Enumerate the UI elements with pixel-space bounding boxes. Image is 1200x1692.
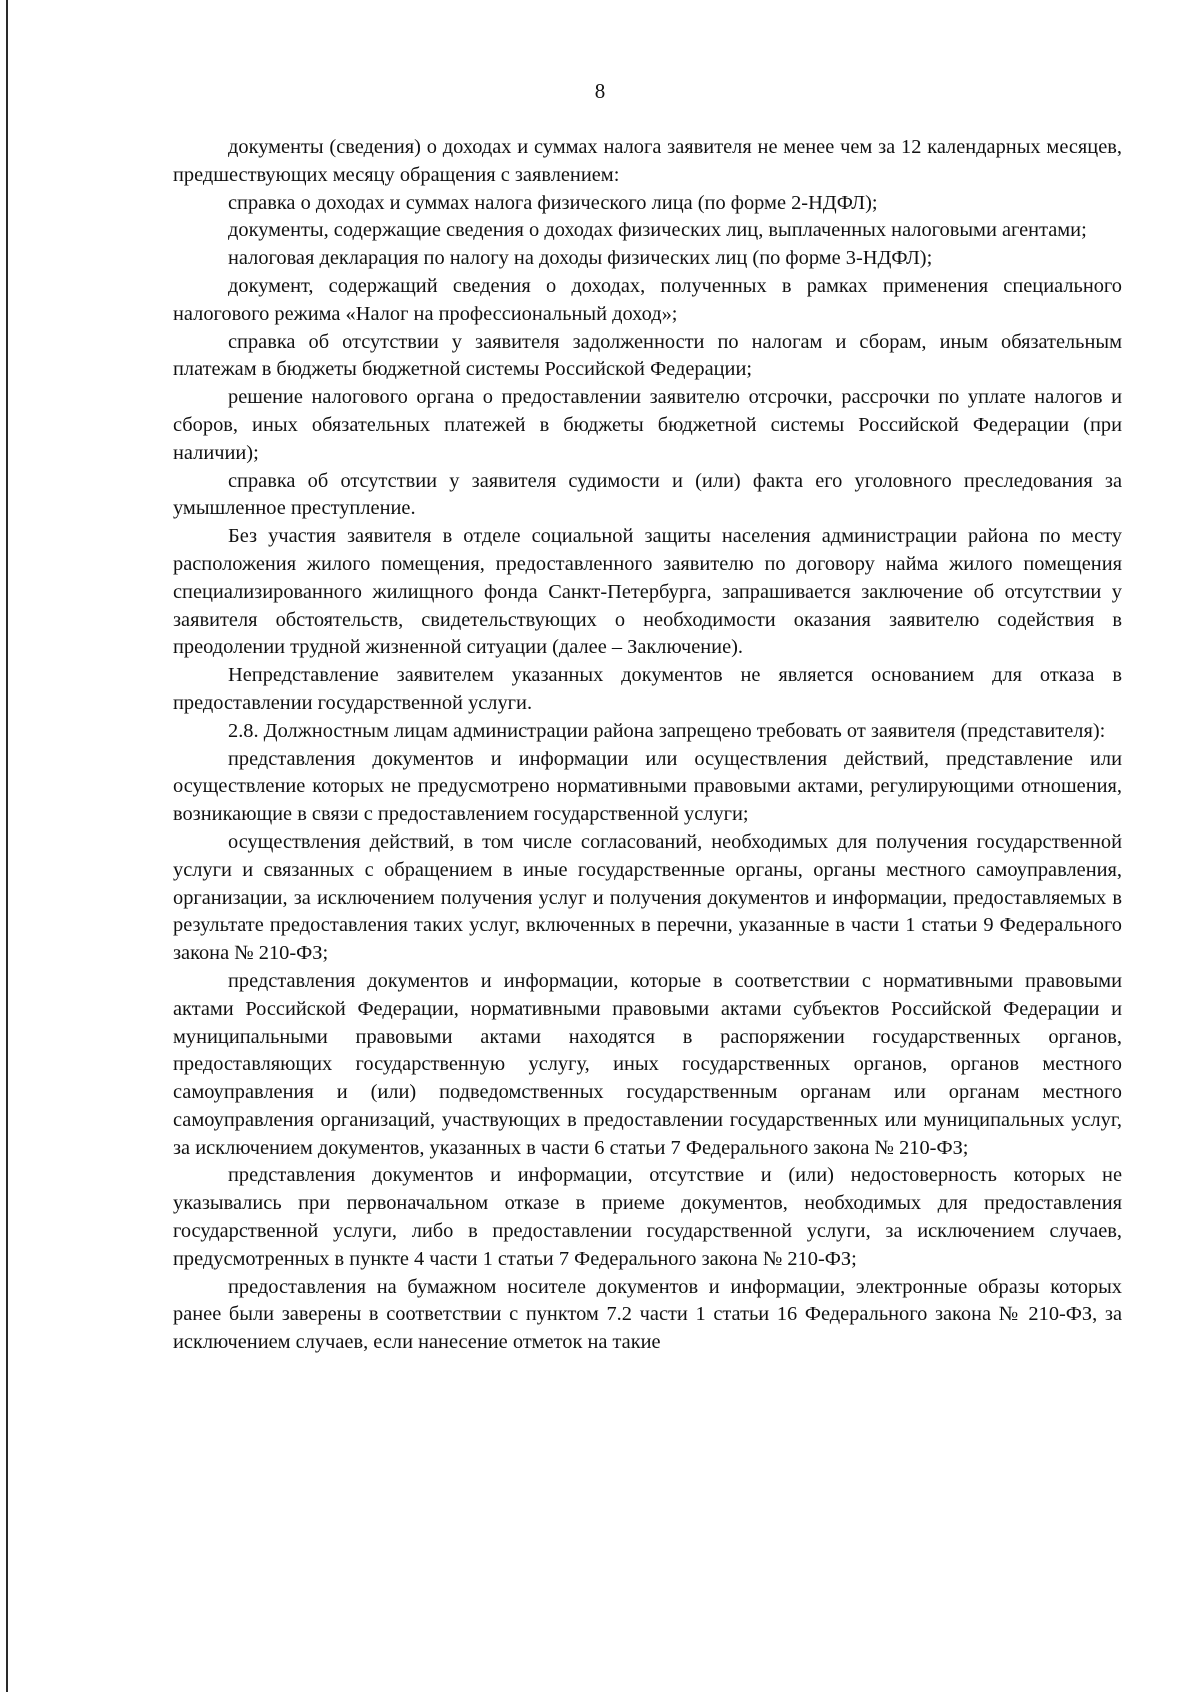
paragraph: документы, содержащие сведения о доходах физических лиц, выплаченных налоговыми агентами;	[228, 219, 1087, 242]
paragraph: документ, содержащий сведения о доходах, полученных в рамках применения специального налогового режима «Налог на профессиональный доход»;	[173, 274, 1122, 325]
paragraph: справка об отсутствии у заявителя судимости и (или) факта его уголовного преследования за умышленное преступление.	[173, 469, 1122, 520]
paragraph: Непредставление заявителем указанных документов не является основанием для отказа в предоставлении государственной услуги.	[173, 664, 1122, 714]
paragraph: представления документов и информации, отсутствие и (или) недостоверность которых не указывались при первоначальном отказе в приеме документов, необходимых для предоставления государственной услуги, либо в предоставлении государственной услуги, за исключением случаев, предусмотренных в пункте 4 части 1 статьи 7 Федерального закона № 210-ФЗ;	[173, 1164, 1122, 1270]
paragraph: представления документов и информации, которые в соответствии с нормативными правовыми актами Российской Федерации, нормативными правовыми актами субъектов Российской Федерации и муниципальными правовыми актами находятся в распоряжении государственных органов, предоставляющих государственную услугу, иных государственных органов, органов местного самоуправления и (или) подведомственных государственным органам или органам местного самоуправления организаций, участвующих в предоставлении государственных или муниципальных услуг, за исключением документов, указанных в части 6 статьи 7 Федерального закона № 210-ФЗ;	[173, 969, 1122, 1159]
document-body	[173, 134, 1122, 1357]
paragraph: Без участия заявителя в отделе социальной защиты населения администрации района по месту расположения жилого помещения, предоставленного заявителю по договору найма жилого помещения специализированного жилищного фонда Санкт-Петербурга, запрашивается заключение об отсутствии у заявителя обстоятельств, свидетельствующих о необходимости оказания заявителю содействия в преодолении трудной жизненной ситуации (далее – Заключение).	[173, 525, 1122, 659]
paragraph: представления документов и информации или осуществления действий, представление или осуществление которых не предусмотрено нормативными правовыми актами, регулирующими отношения, возникающие в связи с предоставлением государственной услуги;	[173, 747, 1122, 826]
paragraph: предоставления на бумажном носителе документов и информации, электронные образы которых ранее были заверены в соответствии с пунктом 7.2 части 1 статьи 16 Федерального закона № 210-ФЗ, за исключением случаев, если нанесение отметок на такие	[173, 1275, 1122, 1354]
paragraph: осуществления действий, в том числе согласований, необходимых для получения государственной услуги и связанных с обращением в иные государственные органы, органы местного самоуправления, организации, за исключением получения услуг и получения документов и информации, предоставляемых в результате предоставления таких услуг, включенных в перечни, указанные в части 1 статьи 9 Федерального закона № 210-ФЗ;	[173, 830, 1122, 965]
page-number: 8	[594, 79, 606, 103]
paragraph: налоговая декларация по налогу на доходы физических лиц (по форме 3-НДФЛ);	[228, 247, 933, 270]
paragraph-section-2-8: 2.8. Должностным лицам администрации района запрещено требовать от заявителя (представителя):	[228, 719, 1106, 742]
paragraph: справка об отсутствии у заявителя задолженности по налогам и сборам, иным обязательным платежам в бюджеты бюджетной системы Российской Федерации;	[173, 330, 1122, 381]
scan-edge-line	[6, 0, 8, 1692]
paragraph: документы (сведения) о доходах и суммах налога заявителя не менее чем за 12 календарных месяцев, предшествующих месяцу обращения с заявлением:	[173, 136, 1122, 186]
paragraph: справка о доходах и суммах налога физического лица (по форме 2-НДФЛ);	[228, 191, 878, 214]
paragraph: решение налогового органа о предоставлении заявителю отсрочки, рассрочки по уплате налогов и сборов, иных обязательных платежей в бюджеты бюджетной системы Российской Федерации (при наличии);	[173, 386, 1122, 464]
